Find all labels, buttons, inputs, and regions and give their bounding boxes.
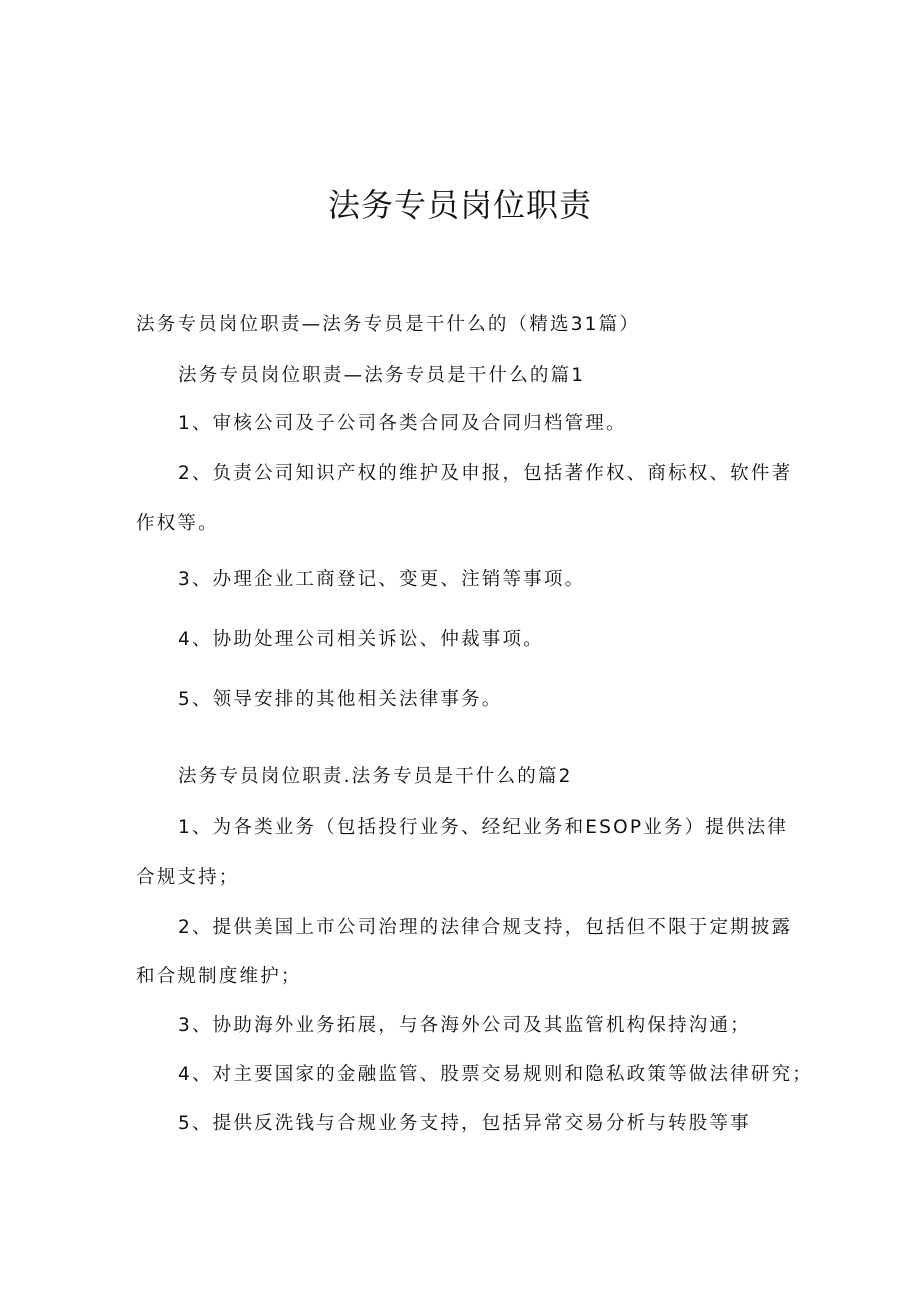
section-1-item-2: 2、负责公司知识产权的维护及申报，包括著作权、商标权、软件著	[178, 463, 793, 484]
section-2-item-5: 5、提供反洗钱与合规业务支持，包括异常交易分析与转股等事	[178, 1113, 751, 1134]
section-2-item-4: 4、对主要国家的金融监管、股票交易规则和隐私政策等做法律研究；	[178, 1064, 813, 1085]
page-title: 法务专员岗位职责	[327, 186, 592, 225]
section-1-heading: 法务专员岗位职责—法务专员是干什么的篇1	[178, 365, 586, 386]
section-1-item-2-continued: 作权等。	[136, 513, 219, 534]
section-2-item-2: 2、提供美国上市公司治理的法律合规支持，包括但不限于定期披露	[178, 917, 793, 938]
section-1-item-5: 5、领导安排的其他相关法律事务。	[178, 689, 503, 710]
section-2-item-1: 1、为各类业务（包括投行业务、经纪业务和ESOP业务）提供法律	[178, 817, 789, 838]
section-2-item-3: 3、协助海外业务拓展，与各海外公司及其监管机构保持沟通；	[178, 1015, 751, 1036]
section-1-item-4: 4、协助处理公司相关诉讼、仲裁事项。	[178, 629, 544, 650]
section-2-heading: 法务专员岗位职责.法务专员是干什么的篇2	[178, 766, 573, 787]
section-2-item-2-continued: 和合规制度维护；	[136, 966, 302, 987]
section-2-item-1-continued: 合规支持；	[136, 867, 240, 888]
section-1-item-1: 1、审核公司及子公司各类合同及合同归档管理。	[178, 413, 627, 434]
section-1-item-3: 3、办理企业工商登记、变更、注销等事项。	[178, 569, 586, 590]
document-subtitle: 法务专员岗位职责—法务专员是干什么的（精选31篇）	[136, 314, 641, 335]
